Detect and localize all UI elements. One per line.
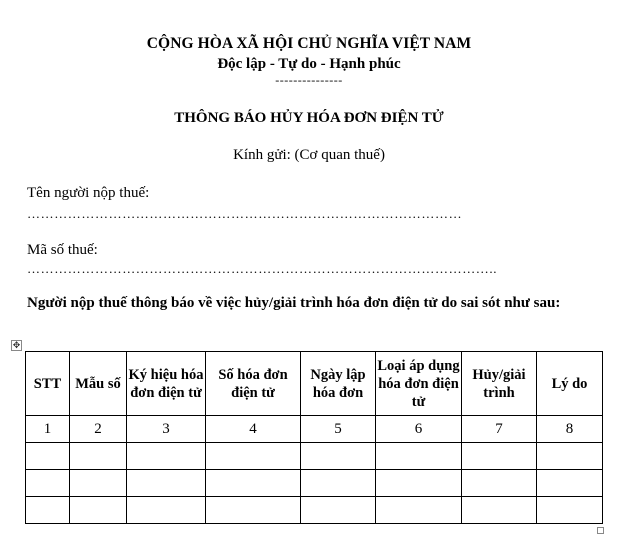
nation-heading: CỘNG HÒA XÃ HỘI CHỦ NGHĨA VIỆT NAM — [146, 35, 472, 52]
table-move-handle-icon[interactable]: ✥ — [12, 340, 21, 350]
col-number-3: 3 — [127, 416, 206, 443]
table-cell[interactable] — [301, 470, 376, 497]
table-cell[interactable] — [376, 470, 462, 497]
header-invoice-symbol: Ký hiệu hóa đơn điện tử — [127, 352, 206, 416]
header-reason: Lý do — [537, 352, 603, 416]
table-cell[interactable] — [206, 443, 301, 470]
table-cell[interactable] — [462, 497, 537, 524]
table-row — [26, 497, 603, 524]
statement-text: Người nộp thuế thông báo về việc hủy/giải trình hóa đơn điện tử do sai sót như sau: — [27, 295, 561, 311]
table-cell[interactable] — [462, 443, 537, 470]
col-number-2: 2 — [70, 416, 127, 443]
taxpayer-name-dots: …………………………………………………………………………………… — [27, 206, 463, 221]
table-cell[interactable] — [462, 470, 537, 497]
header-template: Mẫu số — [70, 352, 127, 416]
col-number-7: 7 — [462, 416, 537, 443]
table-cell[interactable] — [127, 443, 206, 470]
col-number-6: 6 — [376, 416, 462, 443]
motto: Độc lập - Tự do - Hạnh phúc — [217, 56, 401, 72]
header-invoice-date: Ngày lập hóa đơn — [301, 352, 376, 416]
table-cell[interactable] — [301, 497, 376, 524]
document-title: THÔNG BÁO HỦY HÓA ĐƠN ĐIỆN TỬ — [174, 110, 444, 126]
table-cell[interactable] — [26, 497, 70, 524]
table-cell[interactable] — [127, 497, 206, 524]
table-resize-handle-icon[interactable] — [597, 527, 604, 534]
header-cancel-explain: Hủy/giải trình — [462, 352, 537, 416]
header-invoice-type: Loại áp dụng hóa đơn điện tử — [376, 352, 462, 416]
tax-code-label: Mã số thuế: — [27, 242, 98, 258]
col-number-1: 1 — [26, 416, 70, 443]
col-number-8: 8 — [537, 416, 603, 443]
col-number-5: 5 — [301, 416, 376, 443]
table-cell[interactable] — [537, 443, 603, 470]
header-invoice-number: Số hóa đơn điện tử — [206, 352, 301, 416]
table-cell[interactable] — [26, 443, 70, 470]
recipient-line: Kính gửi: (Cơ quan thuế) — [233, 147, 385, 163]
taxpayer-name-label: Tên người nộp thuế: — [27, 185, 150, 201]
table-number-row — [26, 416, 603, 443]
col-number-4: 4 — [206, 416, 301, 443]
table-cell[interactable] — [376, 497, 462, 524]
table-cell[interactable] — [537, 470, 603, 497]
tax-code-dots: ………………………………………………………………………………………….. — [27, 261, 498, 276]
table-cell[interactable] — [537, 497, 603, 524]
table-row — [26, 443, 603, 470]
table-cell[interactable] — [70, 497, 127, 524]
table-cell[interactable] — [26, 470, 70, 497]
table-cell[interactable] — [206, 470, 301, 497]
header-stt: STT — [26, 352, 70, 416]
table-row — [26, 470, 603, 497]
table-header-row — [26, 352, 603, 416]
table-cell[interactable] — [70, 470, 127, 497]
table-cell[interactable] — [376, 443, 462, 470]
table-cell[interactable] — [301, 443, 376, 470]
header-divider: --------------- — [275, 73, 343, 87]
table-cell[interactable] — [70, 443, 127, 470]
cancellation-table — [25, 351, 603, 524]
table-cell[interactable] — [127, 470, 206, 497]
table-cell[interactable] — [206, 497, 301, 524]
